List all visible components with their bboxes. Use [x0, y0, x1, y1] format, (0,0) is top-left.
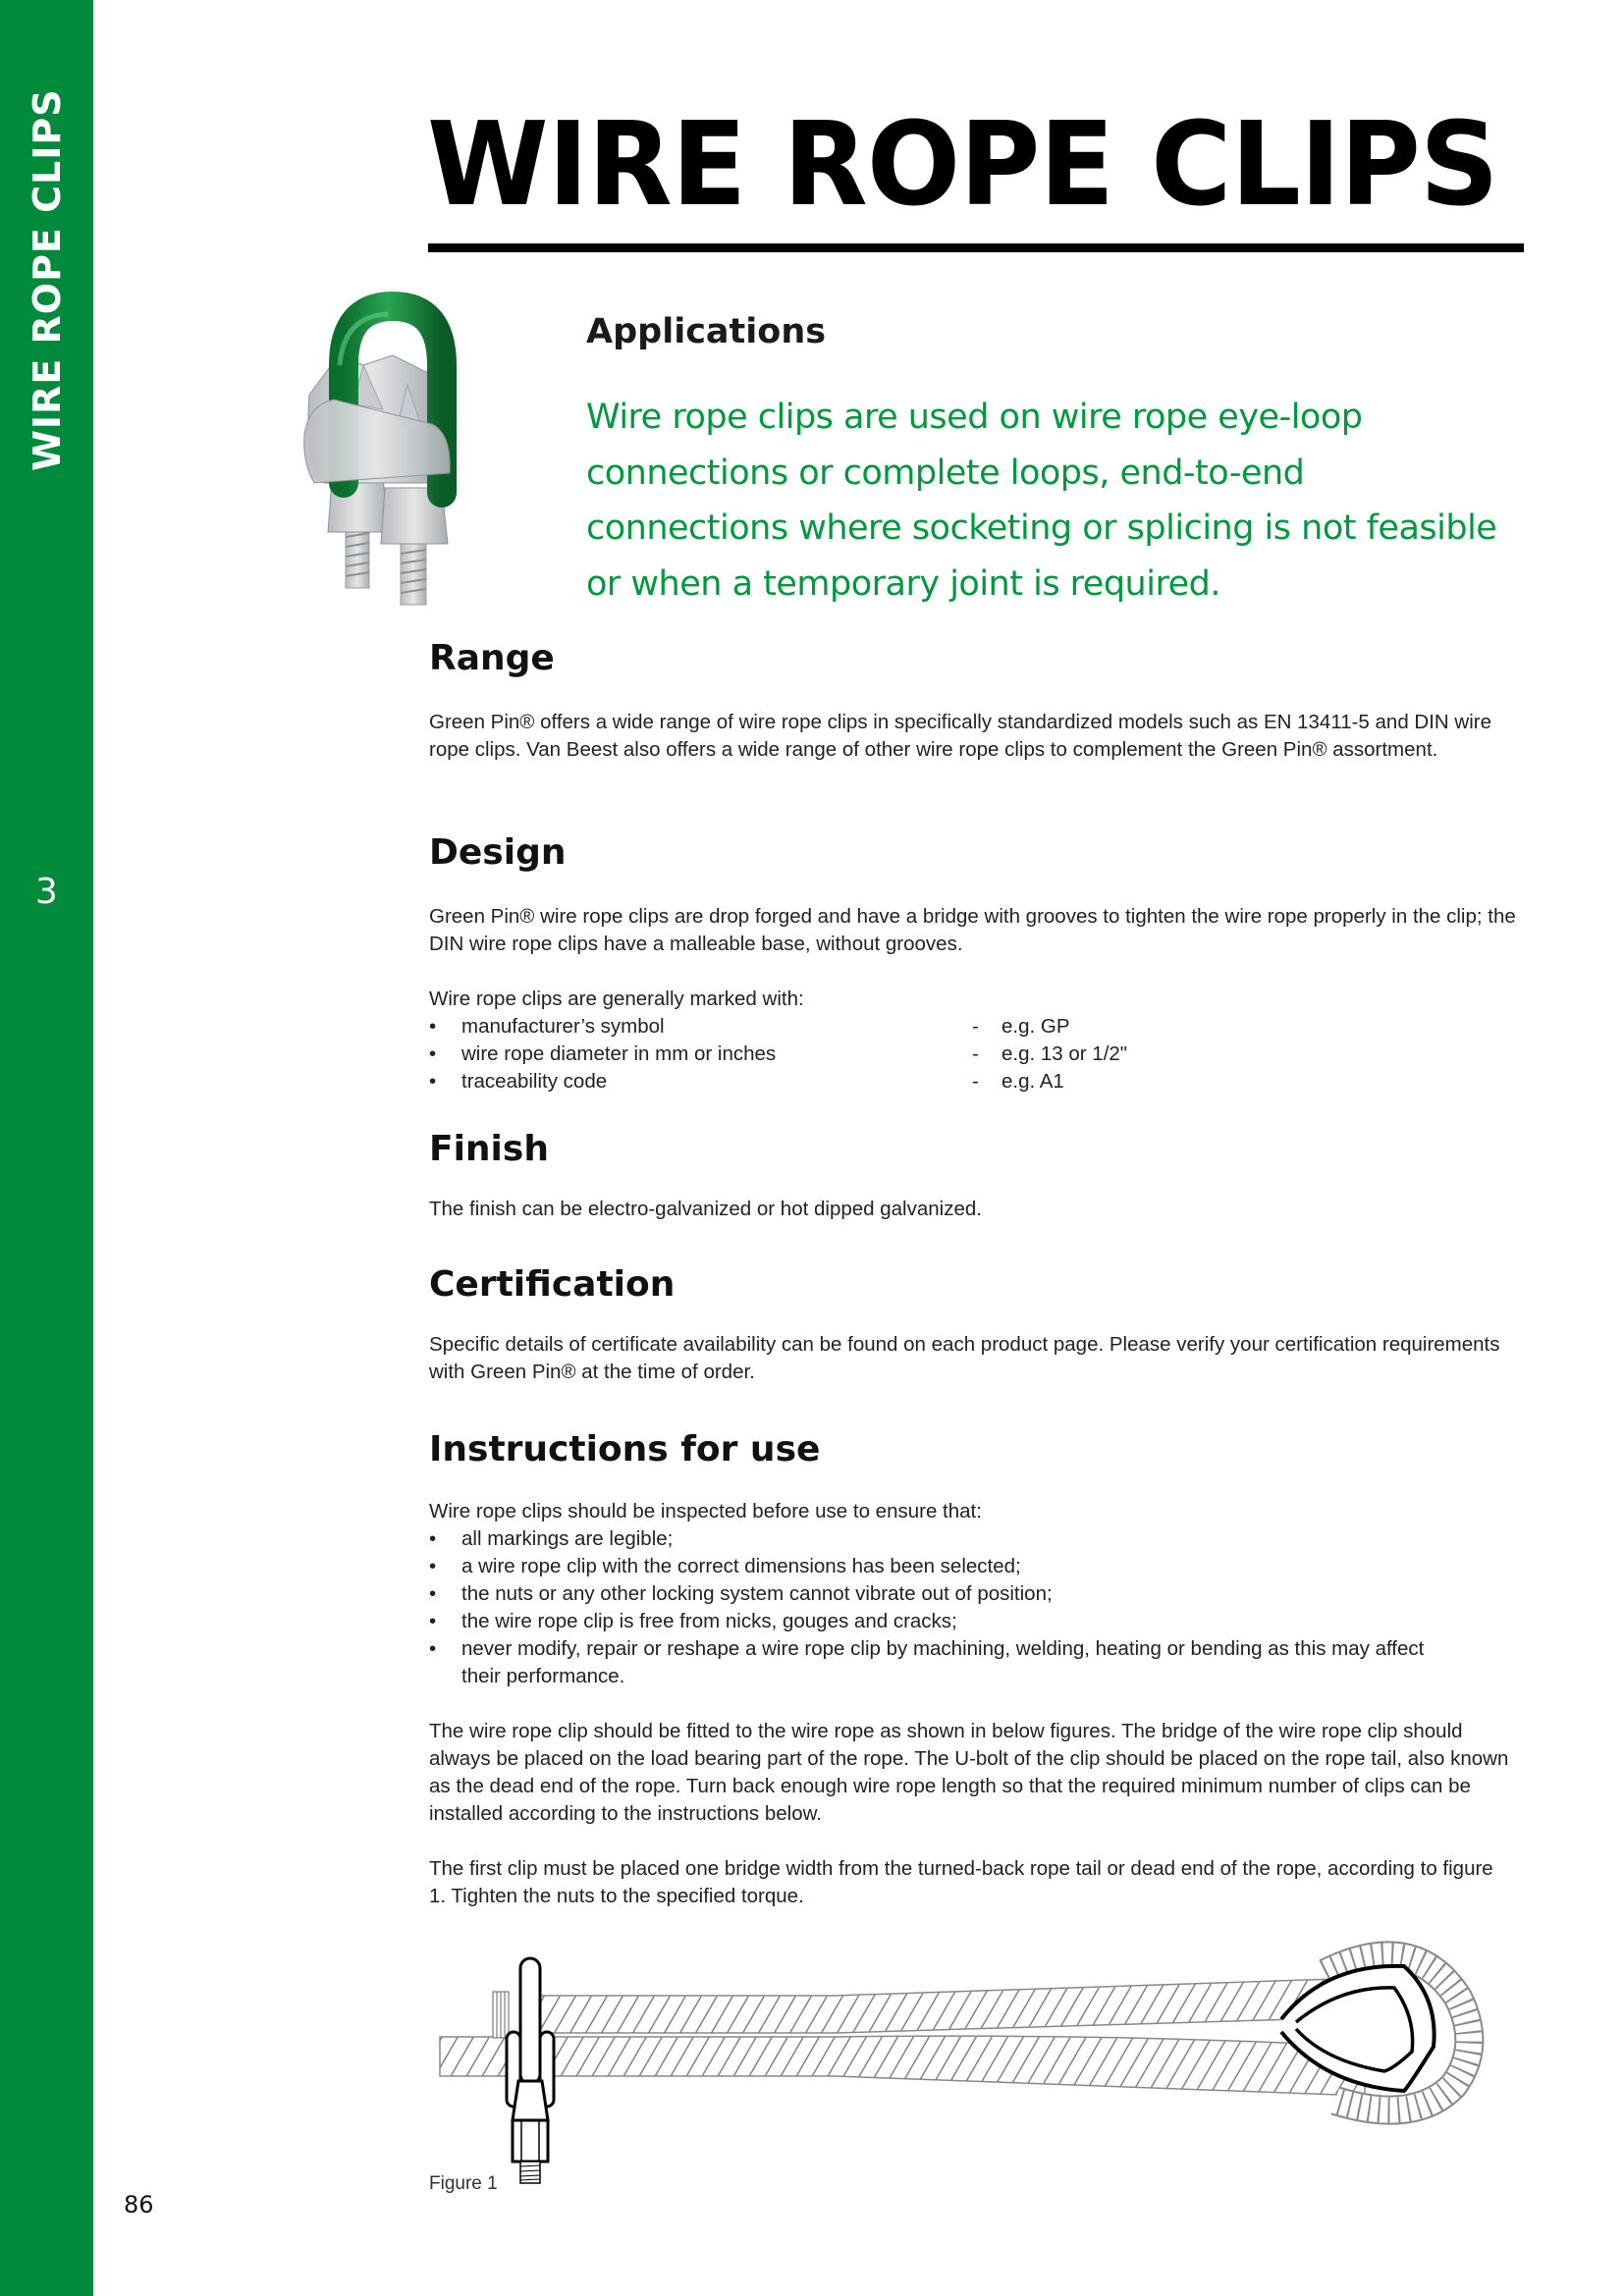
marking-item: • traceability code — [429, 1068, 972, 1095]
checklist-item: • the nuts or any other locking system cannot vibrate out of position; — [429, 1580, 1519, 1608]
sidebar-section-title-text: WIRE ROPE CLIPS — [25, 88, 69, 471]
figure-1-wire-rope-clip-diagram — [422, 1939, 1522, 2204]
instructions-intro: Wire rope clips should be inspected before use to ensure that: — [429, 1500, 982, 1522]
checklist-item: • the wire rope clip is free from nicks, gouges and cracks; — [429, 1608, 1519, 1635]
wire-rope-clip-product-image — [295, 287, 530, 611]
marking-example: e.g. A1 — [1001, 1070, 1064, 1093]
marking-dash: - — [972, 1015, 979, 1038]
marking-row — [429, 1068, 1519, 1095]
range-heading: Range — [429, 638, 555, 678]
finish-text: The finish can be electro-galvanized or hot dipped galvanized. — [429, 1198, 982, 1220]
design-text: Green Pin® wire rope clips are drop forged and have a bridge with grooves to tighten the wire rope properly in the clip; the DIN wire rope clips have a malleable base, without grooves. — [429, 905, 1516, 955]
applications-text: Wire rope clips are used on wire rope eye-loop connections or complete loops, end-to-end connections where socketing or splicing is not feasible or when a temporary joint is required. — [586, 398, 1497, 604]
instructions-section — [429, 1498, 1519, 1910]
certification-heading: Certification — [429, 1264, 676, 1305]
certification-text: Specific details of certificate availability can be found on each product page. Please verify your certification requirements with Green Pin® at the time of order. — [429, 1333, 1500, 1383]
checklist-item: • a wire rope clip with the correct dimensions has been selected; — [429, 1553, 1519, 1580]
chapter-number: 3 — [35, 872, 58, 912]
finish-heading: Finish — [429, 1129, 549, 1169]
checklist-item: • never modify, repair or reshape a wire rope clip by machining, welding, heating or bending as this may affect their performance. — [429, 1635, 1519, 1690]
fitting-paragraph: The wire rope clip should be fitted to the wire rope as shown in below figures. The bridge of the wire rope clip should always be placed on the load bearing part of the rope. The U-bolt of the clip should be placed on the rope tail, also known as the dead end of the rope. Turn back enough wire rope length so that the required minimum number of clips can be installed according to the instructions below. — [429, 1720, 1509, 1825]
design-marked-intro: Wire rope clips are generally marked with: — [429, 988, 804, 1010]
checklist-item: • all markings are legible; — [429, 1525, 1519, 1553]
marking-example: e.g. GP — [1001, 1015, 1070, 1038]
marking-dash: - — [972, 1070, 979, 1093]
inspection-checklist — [429, 1525, 1519, 1690]
chapter-sidebar — [0, 0, 93, 2296]
marking-dash: - — [972, 1042, 979, 1065]
title-divider — [428, 243, 1524, 252]
applications-heading: Applications — [586, 312, 827, 351]
marking-example: e.g. 13 or 1/2" — [1001, 1042, 1128, 1065]
page-title: WIRE ROPE CLIPS — [427, 96, 1498, 232]
design-section — [429, 903, 1519, 1095]
figure-caption: Figure 1 — [429, 2173, 498, 2194]
marking-row — [429, 1013, 1519, 1041]
range-text: Green Pin® offers a wide range of wire rope clips in specifically standardized models such as EN 13411-5 and DIN wire rope clips. Van Beest also offers a wide range of other wire rope clips to complement the Green Pin® assortment. — [429, 711, 1492, 761]
sidebar-section-title — [0, 0, 93, 471]
marking-item: • manufacturer’s symbol — [429, 1013, 972, 1041]
instructions-heading: Instructions for use — [429, 1429, 821, 1469]
marking-row — [429, 1041, 1519, 1068]
page-number: 86 — [124, 2191, 154, 2218]
marking-item: • wire rope diameter in mm or inches — [429, 1041, 972, 1068]
design-heading: Design — [429, 832, 567, 873]
first-clip-paragraph: The first clip must be placed one bridge width from the turned-back rope tail or dead end of the rope, according to figure 1. Tighten the nuts to the specified torque. — [429, 1857, 1493, 1907]
